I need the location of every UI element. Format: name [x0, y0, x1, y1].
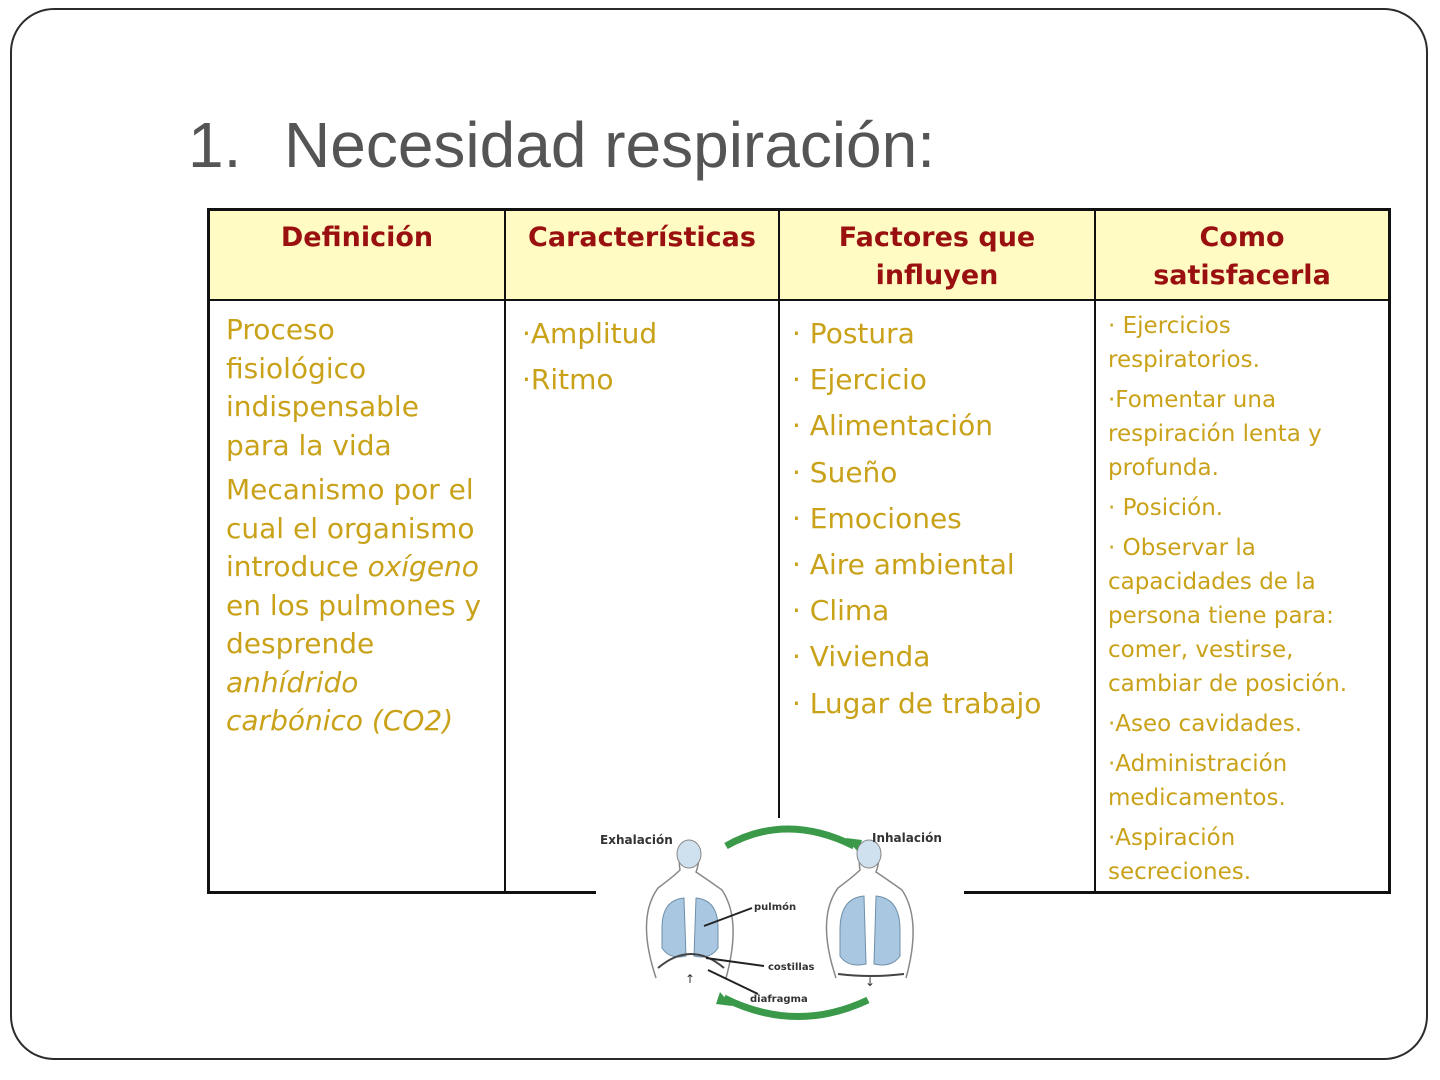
characteristics-cell [506, 301, 780, 891]
header-factores [780, 211, 1096, 301]
label-pulmon: pulmón [754, 902, 797, 913]
breathing-illustration [596, 818, 964, 1028]
definition-text-2 [226, 471, 496, 741]
list-item: · Aire ambiental [792, 548, 1015, 582]
list-item: · Lugar de trabajo [792, 686, 1042, 720]
list-item: · Observar la capacidades de la persona tiene para: comer, vestirse, cambiar de posición. [1108, 535, 1348, 697]
diaphragm-pointer [708, 970, 758, 994]
definition-anhidrido: anhídrido carbónico (CO2) [226, 665, 454, 737]
svg-text:↑: ↑ [684, 972, 696, 986]
definition-oxigeno: oxígeno [367, 550, 479, 583]
header-definicion: Definición [210, 211, 506, 301]
list-item: · Vivienda [792, 640, 931, 674]
breathing-diagram [596, 818, 964, 1028]
list-item: ·Aspiración secreciones. [1108, 825, 1252, 885]
header-como-satisfacerla [1096, 211, 1388, 301]
definition-cell [210, 301, 506, 891]
list-item: · Posición. [1108, 495, 1224, 521]
factors-list [792, 311, 1086, 727]
list-item: · Postura [792, 317, 915, 350]
satisfy-list [1108, 309, 1380, 889]
list-item: · Sueño [792, 455, 898, 489]
list-item: ·Aseo cavidades. [1108, 711, 1303, 737]
label-inhalacion: Inhalación [872, 831, 942, 845]
slide-title [188, 108, 935, 182]
torso-inhalation [826, 840, 913, 989]
svg-text:↓: ↓ [864, 975, 876, 989]
list-item: ·Administración medicamentos. [1108, 751, 1288, 811]
label-costillas: costillas [768, 962, 815, 973]
header-como-text: Como satisfacerla [1153, 222, 1331, 291]
label-diafragma: diafragma [750, 994, 808, 1005]
satisfy-cell [1096, 301, 1388, 891]
header-caracteristicas: Características [506, 211, 780, 301]
list-item: · Emociones [792, 501, 962, 535]
list-item: · Clima [792, 594, 890, 628]
list-item: ·Ritmo [522, 363, 614, 396]
top-cycle-arrow [726, 829, 854, 846]
list-item: · Alimentación [792, 409, 993, 443]
list-item: · Ejercicios respiratorios. [1108, 313, 1260, 373]
factors-cell [780, 301, 1096, 891]
list-item: · Ejercicio [792, 363, 927, 397]
definition-text-1: Proceso fisiológico indispensable para la vida [226, 313, 419, 462]
list-item: ·Fomentar una respiración lenta y profunda. [1108, 387, 1322, 481]
title-text: Necesidad respiración: [284, 109, 935, 181]
label-exhalacion: Exhalación [600, 833, 673, 847]
header-factores-text: Factores que influyen [838, 222, 1036, 291]
needs-table [207, 208, 1391, 894]
list-item: ·Amplitud [522, 317, 658, 350]
definition-prefix: Mecanismo por el cual el organismo introduce [226, 473, 475, 583]
definition-middle: en los pulmones y desprende [226, 588, 482, 660]
title-number: 1. [188, 109, 242, 181]
torso-exhalation [646, 840, 733, 986]
characteristics-list [522, 311, 770, 403]
